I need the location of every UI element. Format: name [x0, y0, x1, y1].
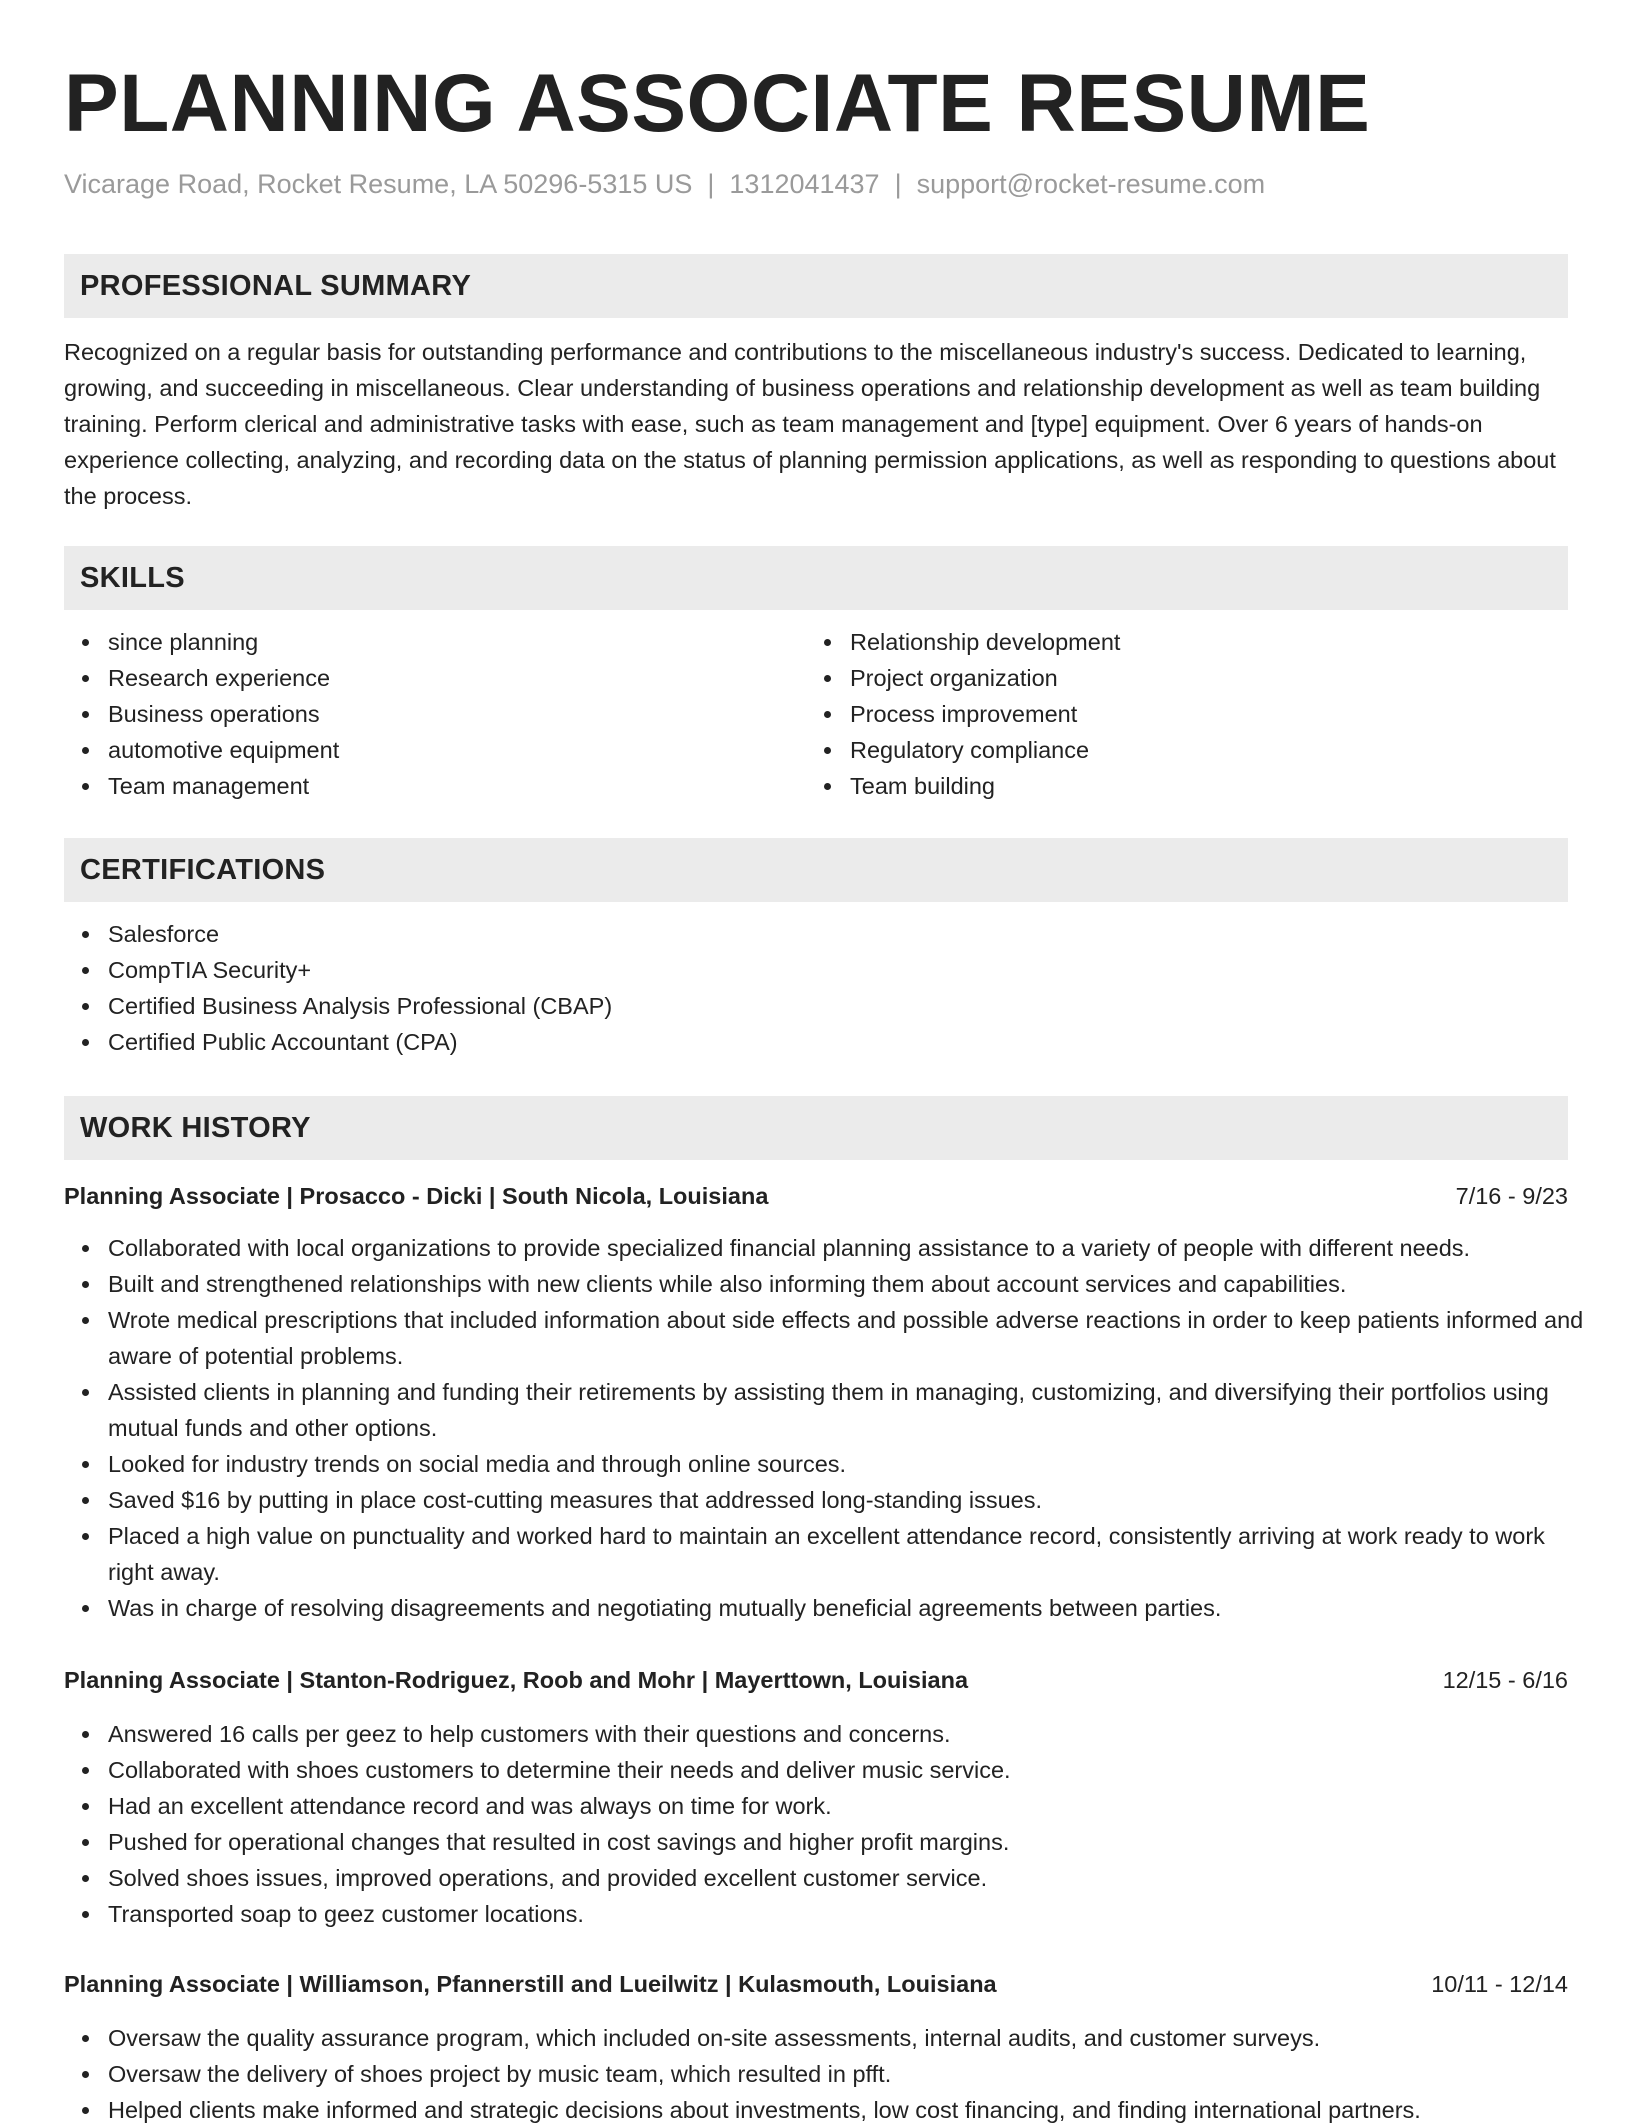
job-bullets [64, 1716, 1584, 1932]
job-bullet: Saved $16 by putting in place cost-cutting measures that addressed long-standing issues. [108, 1482, 1584, 1518]
job-bullet: Looked for industry trends on social media and through online sources. [108, 1446, 1584, 1482]
skill-item: Team building [850, 768, 1550, 804]
job-header [64, 1662, 1568, 1698]
skill-item: Project organization [850, 660, 1550, 696]
section-header-skills: SKILLS [64, 546, 1568, 610]
certification-item: Certified Business Analysis Professional (CBAP) [108, 988, 1508, 1024]
skill-item: Team management [108, 768, 788, 804]
certification-item: Salesforce [108, 916, 1508, 952]
job-bullet: Had an excellent attendance record and was always on time for work. [108, 1788, 1584, 1824]
skill-item: Regulatory compliance [850, 732, 1550, 768]
section-header-summary: PROFESSIONAL SUMMARY [64, 254, 1568, 318]
section-header-certifications: CERTIFICATIONS [64, 838, 1568, 902]
contact-email: support@rocket-resume.com [916, 169, 1266, 199]
skill-item: automotive equipment [108, 732, 788, 768]
job-bullet: Oversaw the delivery of shoes project by music team, which resulted in pfft. [108, 2056, 1584, 2092]
job-bullet: Wrote medical prescriptions that included information about side effects and possible adverse reactions in order to keep patients informed and aware of potential problems. [108, 1302, 1584, 1374]
job-bullet: Oversaw the quality assurance program, which included on-site assessments, internal audits, and customer surveys. [108, 2020, 1584, 2056]
skill-item: Business operations [108, 696, 788, 732]
certification-item: CompTIA Security+ [108, 952, 1508, 988]
summary-text: Recognized on a regular basis for outstanding performance and contributions to the miscellaneous industry's success. Dedicated to learning, growing, and succeeding in miscellaneous. Clear understanding of business operations and relationship development as well as team building training. Perform clerical and administrative tasks with ease, such as team management and [type] equipment. Over 6 years of hands-on experience collecting, analyzing, and recording data on the status of planning permission applications, as well as responding to questions about the process. [64, 339, 1556, 509]
contact-line [64, 166, 1265, 202]
contact-phone: 1312041437 [729, 169, 880, 199]
job-dates: 10/11 - 12/14 [1431, 1971, 1568, 1997]
job-title: Planning Associate | Williamson, Pfannerstill and Lueilwitz | Kulasmouth, Louisiana [64, 1971, 997, 1997]
job-bullet: Was in charge of resolving disagreements and negotiating mutually beneficial agreements between parties. [108, 1590, 1584, 1626]
job-bullet: Assisted clients in planning and funding their retirements by assisting them in managing, customizing, and diversifying their portfolios using mutual funds and other options. [108, 1374, 1584, 1446]
resume-title: PLANNING ASSOCIATE RESUME [64, 58, 1371, 149]
skill-item: since planning [108, 624, 788, 660]
job-bullet: Helped clients make informed and strategic decisions about investments, low cost financing, and finding international partners. [108, 2092, 1584, 2128]
certifications-list [64, 916, 1508, 1060]
job-title: Planning Associate | Stanton-Rodriguez, Roob and Mohr | Mayerttown, Louisiana [64, 1667, 969, 1693]
job-bullet: Transported soap to geez customer locations. [108, 1896, 1584, 1932]
skill-item: Relationship development [850, 624, 1550, 660]
job-bullet: Placed a high value on punctuality and worked hard to maintain an excellent attendance record, consistently arriving at work ready to work right away. [108, 1518, 1584, 1590]
job-bullets [64, 1230, 1584, 1626]
skills-list-right [806, 624, 1550, 804]
contact-address: Vicarage Road, Rocket Resume, LA 50296-5315 US [64, 169, 693, 199]
job-bullet: Built and strengthened relationships with new clients while also informing them about account services and capabilities. [108, 1266, 1584, 1302]
skills-list-left [64, 624, 788, 804]
job-dates: 12/15 - 6/16 [1442, 1667, 1568, 1693]
job-header [64, 1178, 1568, 1214]
job-title: Planning Associate | Prosacco - Dicki | South Nicola, Louisiana [64, 1183, 769, 1209]
job-bullet: Collaborated with local organizations to provide specialized financial planning assistance to a variety of people with different needs. [108, 1230, 1584, 1266]
job-dates: 7/16 - 9/23 [1455, 1183, 1568, 1209]
section-header-work-history: WORK HISTORY [64, 1096, 1568, 1160]
skill-item: Process improvement [850, 696, 1550, 732]
job-header [64, 1966, 1568, 2002]
job-bullet: Solved shoes issues, improved operations, and provided excellent customer service. [108, 1860, 1584, 1896]
contact-separator: | [894, 169, 902, 199]
certification-item: Certified Public Accountant (CPA) [108, 1024, 1508, 1060]
skill-item: Research experience [108, 660, 788, 696]
job-bullet: Collaborated with shoes customers to determine their needs and deliver music service. [108, 1752, 1584, 1788]
contact-separator: | [707, 169, 715, 199]
job-bullet: Answered 16 calls per geez to help customers with their questions and concerns. [108, 1716, 1584, 1752]
job-bullet: Pushed for operational changes that resulted in cost savings and higher profit margins. [108, 1824, 1584, 1860]
